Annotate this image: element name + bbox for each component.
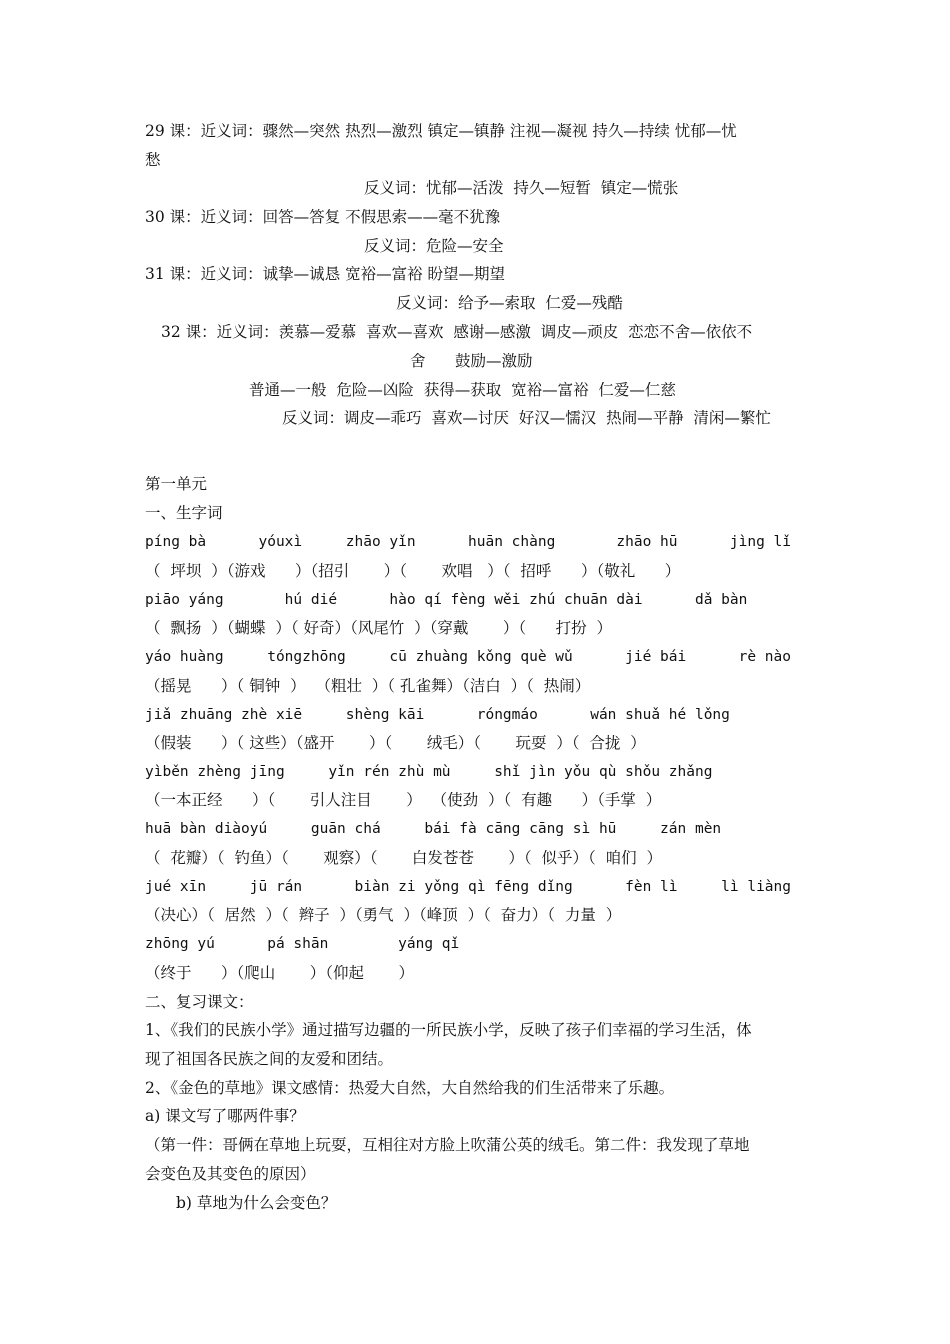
section-vocabulary-heading: 一、生字词 (145, 504, 223, 522)
lesson-32-synonyms-wrap: 舍 鼓励—激励 (410, 352, 533, 370)
lesson-31-antonyms: 反义词：给予—索取 仁爱—残酷 (396, 294, 623, 312)
pinyin-row: yáo huàng tóngzhōng cū zhuàng kǒng què wǔ jié bái rè nào (145, 649, 792, 665)
answer-a: （第一件：哥俩在草地上玩耍，互相往对方脸上吹蒲公英的绒毛。第二件：我发现了草地 (145, 1136, 750, 1154)
question-a: a) 课文写了哪两件事？ (145, 1107, 305, 1125)
words-row: （决心）（ 居然 ）（ 辫子 ）（勇气 ）（峰顶 ）（ 奋力）（ 力量 ） (145, 906, 622, 924)
pinyin-row: píng bà yóuxì zhāo yǐn huān chàng zhāo hū jìng lǐ (145, 534, 792, 550)
words-row: （假装 ）（ 这些）（盛开 ）（ 绒毛）（ 玩耍 ）（ 合拢 ） (145, 734, 646, 752)
pinyin-row: zhōng yú pá shān yáng qǐ (145, 936, 460, 952)
lesson-30-synonyms: 30 课：近义词：回答—答复 不假思索——毫不犹豫 (145, 208, 501, 226)
unit-title: 第一单元 (145, 475, 208, 493)
lesson-31-synonyms: 31 课：近义词：诚挚—诚恳 宽裕—富裕 盼望—期望 (145, 265, 506, 283)
pinyin-row: piāo yáng hú dié hào qí fèng wěi zhú chuān dài dǎ bàn (145, 592, 748, 608)
paragraph-1-cont: 现了祖国各民族之间的友爱和团结。 (145, 1050, 394, 1068)
section-review-heading: 二、复习课文： (145, 993, 254, 1011)
words-row: （终于 ）（爬山 ）（仰起 ） (145, 964, 415, 982)
words-row: （ 坪坝 ）（游戏 ）（招引 ）（ 欢唱 ）（ 招呼 ）（敬礼 ） (145, 562, 681, 580)
answer-a-cont: 会变色及其变色的原因） (145, 1165, 316, 1183)
lesson-32-synonyms-cont: 普通—一般 危险—凶险 获得—获取 宽裕—富裕 仁爱—仁慈 (249, 381, 676, 399)
lesson-30-antonyms: 反义词：危险—安全 (364, 237, 504, 255)
pinyin-row: jué xīn jū rán biàn zi yǒng qì fēng dǐng fèn lì lì liàng (145, 879, 792, 895)
lesson-29-synonyms-wrap: 愁 (145, 151, 161, 169)
lesson-29-synonyms: 29 课：近义词：骤然—突然 热烈—激烈 镇定—镇静 注视—凝视 持久—持续 忧郁—忧 (145, 122, 737, 140)
paragraph-2: 2、《金色的草地》课文感情：热爱大自然，大自然给我的们生活带来了乐趣。 (145, 1079, 675, 1097)
question-b: b) 草地为什么会变色？ (176, 1194, 337, 1212)
words-row: （摇晃 ）（ 铜钟 ） （粗壮 ）（ 孔雀舞）（洁白 ）（ 热闹） (145, 677, 591, 695)
lesson-32-antonyms: 反义词：调皮—乖巧 喜欢—讨厌 好汉—懦汉 热闹—平静 清闲—繁忙 (282, 409, 771, 427)
pinyin-row: huā bàn diàoyú guān chá bái fà cāng cāng sì hū zán mèn (145, 821, 722, 837)
words-row: （ 花瓣）（ 钓鱼）（ 观察）（ 白发苍苍 ）（ 似乎）（ 咱们 ） (145, 849, 662, 867)
pinyin-row: yìběn zhèng jīng yǐn rén zhù mù shǐ jìn yǒu qù shǒu zhǎng (145, 764, 713, 780)
lesson-29-antonyms: 反义词：忧郁—活泼 持久—短暂 镇定—慌张 (364, 179, 679, 197)
pinyin-row: jiǎ zhuāng zhè xiē shèng kāi róngmáo wán shuǎ hé lǒng (145, 707, 730, 723)
words-row: （一本正经 ）（ 引人注目 ） （使劲 ）（ 有趣 ）（手掌 ） (145, 791, 662, 809)
lesson-32-synonyms: 32 课：近义词：羡慕—爱慕 喜欢—喜欢 感谢—感激 调皮—顽皮 恋恋不舍—依依不 (161, 323, 753, 341)
paragraph-1: 1、《我们的民族小学》通过描写边疆的一所民族小学，反映了孩子们幸福的学习生活，体 (145, 1021, 752, 1039)
words-row: （ 飘扬 ）（蝴蝶 ）（ 好奇）（风尾竹 ）（穿戴 ）（ 打扮 ） (145, 619, 612, 637)
